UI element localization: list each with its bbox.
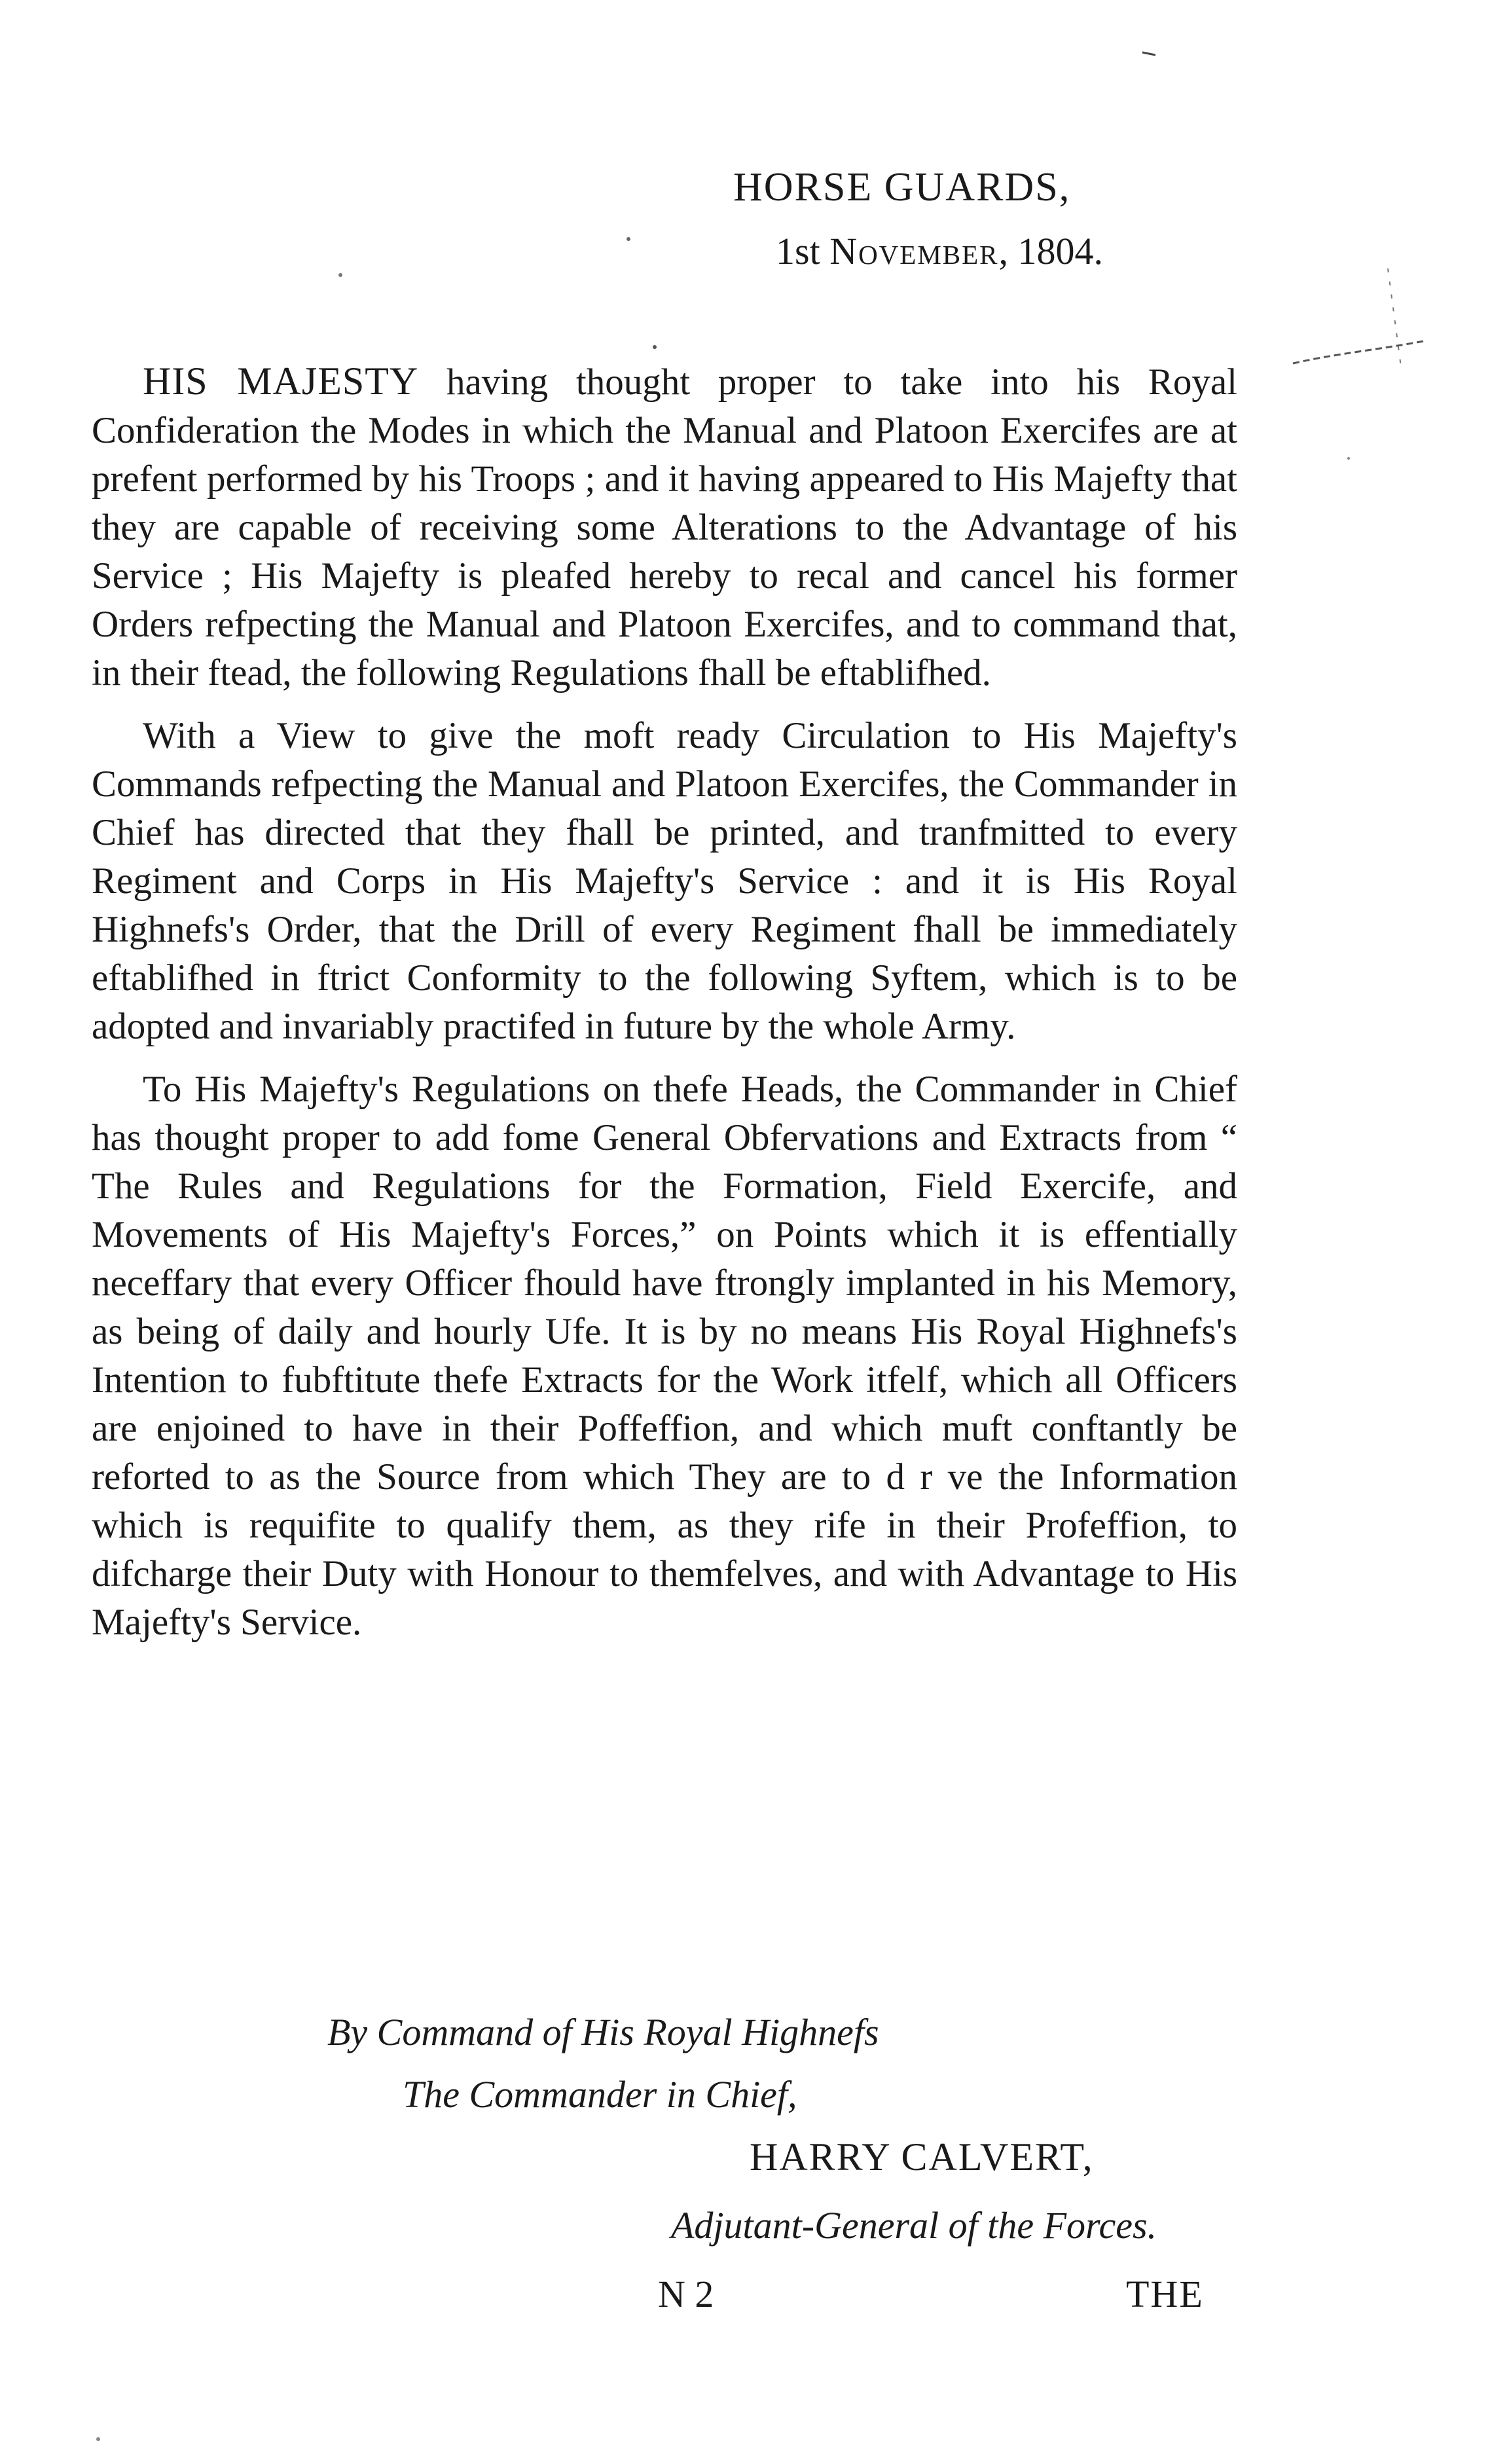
pen-stroke-mark — [1142, 52, 1155, 55]
signatory-title: Adjutant-General of the Forces. — [671, 2204, 1157, 2247]
paragraph-1 — [92, 357, 1237, 697]
body-text — [92, 357, 1237, 1661]
pen-stroke-mark — [1293, 340, 1427, 363]
paragraph-lead: HIS MAJESTY — [143, 359, 419, 403]
speck-mark — [653, 345, 657, 349]
speck-mark — [1347, 457, 1350, 460]
speck-mark — [627, 237, 630, 241]
speck-mark — [338, 273, 342, 277]
header-date-year: , 1804. — [998, 230, 1104, 272]
header-date — [776, 232, 1103, 270]
paragraph-3 — [92, 1065, 1237, 1647]
header-title: HORSE GUARDS, — [733, 165, 1071, 210]
signatory-name: HARRY CALVERT, — [750, 2135, 1094, 2179]
paragraph-text: With a View to give the moft ready Circulation to His Majefty's Commands refpecting the Manual and Platoon Exercifes, the Commander in Chief has directed that they fhall be printed, and tranfmitted to every Regiment and Corps in His Majefty's Service : and it is His Royal Highnefs's Order, that the Drill of every Regiment fhall be immediately eftablifhed in ftrict Conformity to the following Syftem, which is to be adopted and invariably practifed in future by the whole Army. — [92, 715, 1237, 1047]
catchword: THE — [1126, 2273, 1204, 2315]
paragraph-2 — [92, 712, 1237, 1051]
paragraph-text: having thought proper to take into his Royal Confideration the Modes in which the Manual and Platoon Exercifes are at prefent performed by his Troops ; and it having appeared to His Majefty that they are capable of receiving some Alterations to the Advantage of his Service ; His Majefty is pleafed hereby to recal and cancel his former Orders refpecting the Manual and Platoon Exercifes, and to command that, in their ftead, the following Regulations fhall be eftablifhed. — [92, 361, 1237, 693]
command-line-2: The Commander in Chief, — [403, 2073, 797, 2116]
header-date-day: 1st — [776, 230, 830, 272]
paragraph-text: To His Majefty's Regulations on thefe Heads, the Commander in Chief has thought proper to add fome General Obfervations and Extracts from “ The Rules and Regulations for the Formation, Field Exercife, and Movements of His Majefty's Forces,” on Points which it is effentially neceffary that every Officer fhould have ftrongly implanted in his Memory, as being of daily and hourly Ufe. It is by no means His Royal Highnefs's Intention to fubftitute thefe Extracts for the Work itfelf, which all Officers are enjoined to have in their Poffeffion, and which muft conftantly be reforted to as the Source from which They are to d r ve the Information which is requifite to qualify them, as they rife in their Profeffion, to difcharge their Duty with Honour to themfelves, and with Advantage to His Majefty's Service. — [92, 1069, 1237, 1643]
speck-mark — [96, 2437, 100, 2441]
signature-mark: N 2 — [658, 2273, 714, 2315]
header-date-month: November — [829, 230, 999, 272]
command-line-1: By Command of His Royal Highnefs — [327, 2011, 879, 2053]
pen-stroke-mark — [1388, 268, 1401, 367]
